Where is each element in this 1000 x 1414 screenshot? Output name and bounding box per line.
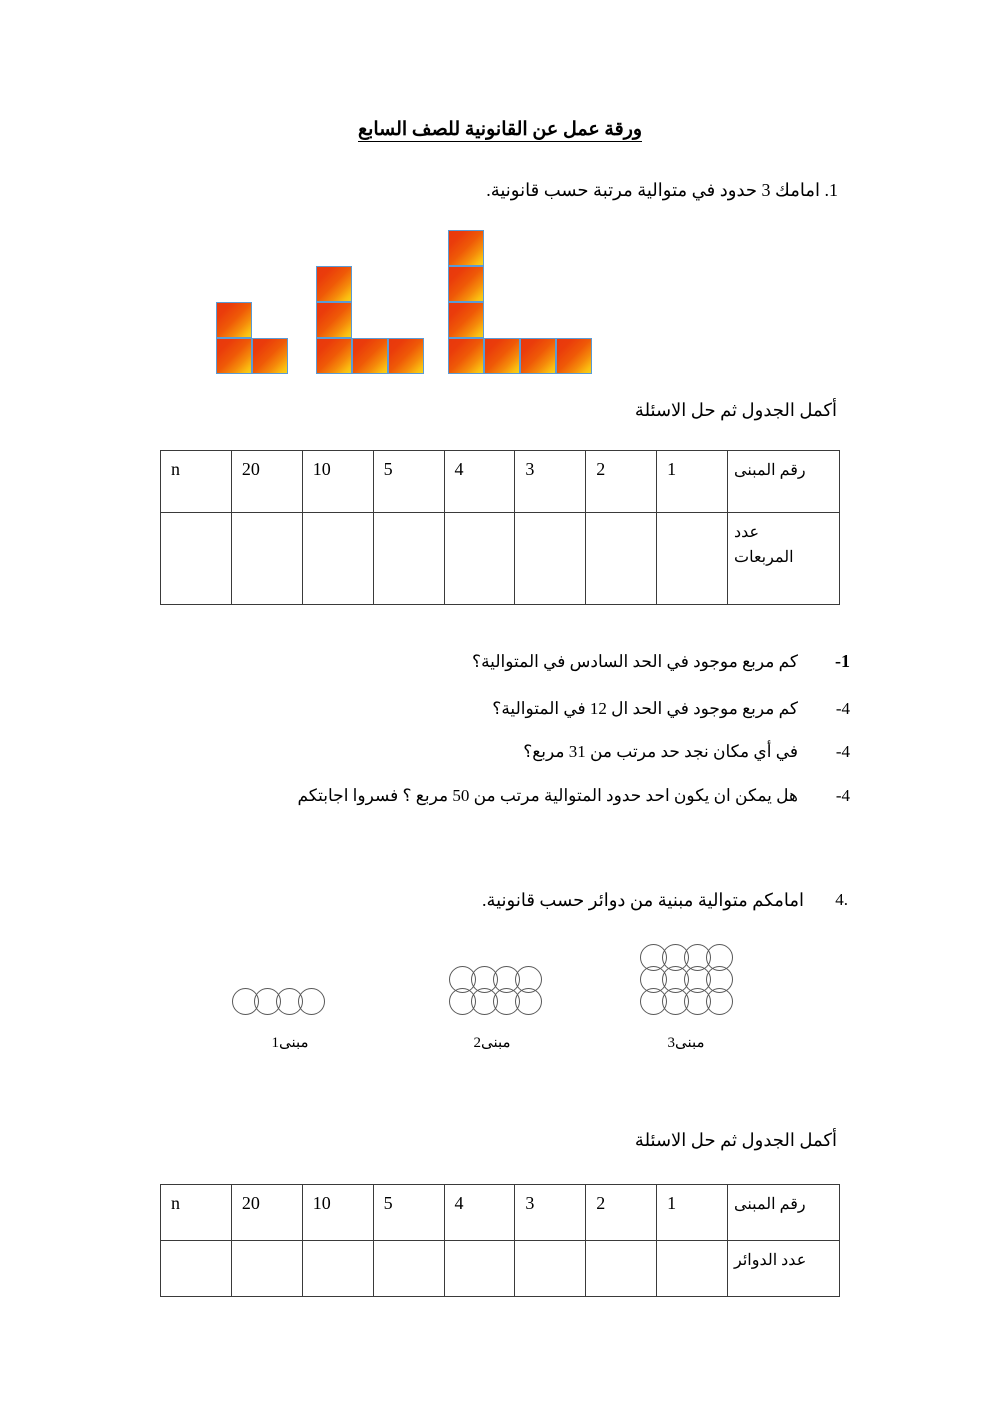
square-tile [448, 302, 484, 338]
table1-value-label-line2: المربعات [734, 548, 794, 566]
table2-col-header: 1 [657, 1185, 728, 1241]
table2-answer-cell[interactable] [586, 1241, 657, 1297]
table1-col-header: 4 [444, 451, 515, 513]
squares-table [160, 450, 840, 605]
table2-answer-cell[interactable] [231, 1241, 302, 1297]
square-tile [520, 338, 556, 374]
table2-answer-cell[interactable] [373, 1241, 444, 1297]
circle-unit [298, 988, 325, 1015]
table2-value-label: عدد الدوائر [728, 1241, 840, 1297]
table1-col-header: 5 [373, 451, 444, 513]
subquestion-4 [297, 786, 850, 806]
table2-col-header: 4 [444, 1185, 515, 1241]
table2-answer-cell[interactable] [302, 1241, 373, 1297]
square-tile [216, 302, 252, 338]
square-tile [448, 338, 484, 374]
question-2-marker: 4. [835, 890, 848, 909]
table1-answer-cell[interactable] [515, 513, 586, 605]
table2-answer-cell[interactable] [444, 1241, 515, 1297]
table2-col-header: 20 [231, 1185, 302, 1241]
table2-col-header: 5 [373, 1185, 444, 1241]
table-row [161, 451, 840, 513]
fill-table-instruction-1: أكمل الجدول ثم حل الاسئلة [634, 400, 837, 420]
table1-col-header: 20 [231, 451, 302, 513]
subquestion-3-marker: -4 [835, 742, 850, 761]
square-tile [316, 266, 352, 302]
table2-col-header: 10 [302, 1185, 373, 1241]
circles-table [160, 1184, 840, 1297]
table-row [161, 1185, 840, 1241]
table2-col-header: n [161, 1185, 232, 1241]
table2-col-header: 2 [586, 1185, 657, 1241]
subquestion-3-text: في أي مكان نجد حد مرتب من 31 مربع؟ [523, 742, 798, 761]
subquestion-4-marker: -4 [835, 786, 850, 805]
square-tile [448, 230, 484, 266]
fill-table-instruction-2: أكمل الجدول ثم حل الاسئلة [634, 1130, 837, 1150]
square-tile [484, 338, 520, 374]
square-tile [556, 338, 592, 374]
circle-unit [515, 988, 542, 1015]
table-row [161, 513, 840, 605]
page-title [0, 118, 1000, 141]
square-sequence-figures [208, 228, 808, 368]
subquestion-3 [523, 742, 850, 762]
table1-header-label: رقم المبنى [728, 451, 840, 513]
subquestion-2-marker: -4 [835, 699, 850, 718]
table1-answer-cell[interactable] [373, 513, 444, 605]
square-tile [448, 266, 484, 302]
question-1-text: 1. امامك 3 حدود في متوالية مرتبة حسب قانونية. [486, 180, 838, 200]
circle-unit [706, 988, 733, 1015]
square-tile [352, 338, 388, 374]
table1-answer-cell[interactable] [161, 513, 232, 605]
subquestion-2 [492, 699, 850, 719]
table1-col-header: n [161, 451, 232, 513]
square-tile [316, 302, 352, 338]
table1-value-label-line1: عدد [734, 524, 760, 541]
circle-figure-label-3: مبنى3 [667, 1035, 705, 1051]
table1-col-header: 2 [586, 451, 657, 513]
table1-col-header: 1 [657, 451, 728, 513]
table1-col-header: 3 [515, 451, 586, 513]
table1-answer-cell[interactable] [444, 513, 515, 605]
square-tile [316, 338, 352, 374]
square-tile [388, 338, 424, 374]
subquestion-1-marker: -1 [835, 651, 850, 671]
table1-answer-cell[interactable] [231, 513, 302, 605]
page-title-text: ورقة عمل عن القانونية للصف السابع [357, 119, 643, 140]
table2-col-header: 3 [515, 1185, 586, 1241]
table2-answer-cell[interactable] [515, 1241, 586, 1297]
subquestion-4-text: هل يمكن ان يكون احد حدود المتوالية مرتب من 50 مربع ؟ فسروا اجابتكم [297, 786, 798, 805]
table1-value-label [728, 513, 840, 605]
table2-answer-cell[interactable] [161, 1241, 232, 1297]
table2-header-label: رقم المبنى [728, 1185, 840, 1241]
table1-col-header: 10 [302, 451, 373, 513]
subquestion-1-text: كم مربع موجود في الحد السادس في المتوالية؟ [472, 652, 798, 671]
circle-figure-label-1: مبنى1 [271, 1035, 309, 1051]
table1-answer-cell[interactable] [657, 513, 728, 605]
square-tile [252, 338, 288, 374]
subquestion-1 [472, 651, 850, 672]
square-tile [216, 338, 252, 374]
table1-answer-cell[interactable] [302, 513, 373, 605]
table1-answer-cell[interactable] [586, 513, 657, 605]
table-row [161, 1241, 840, 1297]
question-2-text: امامكم متوالية مبنية من دوائر حسب قانونية. [481, 890, 804, 910]
subquestion-2-text: كم مربع موجود في الحد ال 12 في المتوالية؟ [492, 699, 798, 718]
circle-figure-label-2: مبنى2 [473, 1035, 511, 1051]
table2-answer-cell[interactable] [657, 1241, 728, 1297]
